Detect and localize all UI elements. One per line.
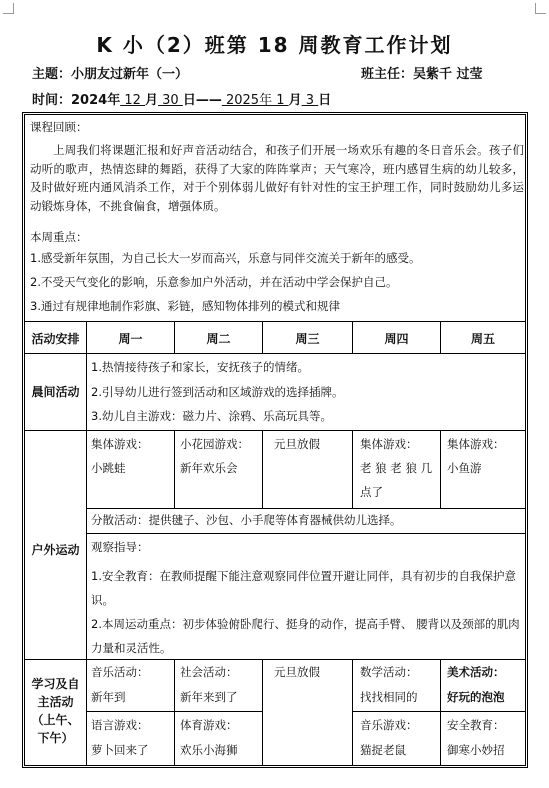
split-activity: 分散活动：提供毽子、沙包、小手爬等体育器械供幼儿选择。 xyxy=(91,513,402,527)
divider xyxy=(25,430,525,431)
study-monday-pm-name: 萝卜回来了 xyxy=(91,743,149,757)
study-thursday-type: 数学活动： xyxy=(360,665,418,679)
activity-arrangement-header: 活动安排 xyxy=(31,332,80,346)
divider xyxy=(262,659,263,765)
theme-value: 小朋友过新年（一） xyxy=(71,67,189,82)
study-label-line: 下午） xyxy=(37,731,74,745)
focus-item: 2.不受天气变化的影响，乐意参加户外活动，并在活动中学会保护自己。 xyxy=(30,275,398,289)
time-day-word: 日 xyxy=(318,93,332,108)
page-title: K 小（2）班第 18 周教育工作计划 xyxy=(96,33,453,57)
study-tuesday-name: 新年来到了 xyxy=(180,690,238,704)
crop-mark-top-left xyxy=(3,3,14,14)
study-thursday-name: 找找相同的 xyxy=(360,690,418,704)
study-friday-pm-type: 安全教育： xyxy=(447,718,505,732)
study-activity-label xyxy=(25,675,86,747)
study-wednesday-type: 元旦放假 xyxy=(274,665,320,679)
study-monday-name: 新年到 xyxy=(91,690,126,704)
observe-item: 2.本周运动重点：初步体验俯卧爬行、挺身的动作，提高手臂、 腰背以及颈部的肌肉力量和灵活性。 xyxy=(91,617,520,655)
outdoor-sports-label: 户外运动 xyxy=(31,543,80,557)
day-header-tuesday: 周二 xyxy=(206,332,231,346)
outdoor-game-thursday-type: 集体游戏： xyxy=(360,437,418,451)
time-end-month: 1 xyxy=(272,93,289,108)
outdoor-game-tuesday-type: 小花园游戏： xyxy=(180,437,249,451)
divider xyxy=(25,321,525,322)
time-start-month: 12 xyxy=(120,93,146,108)
study-label-line: （上午、 xyxy=(31,713,80,727)
divider xyxy=(440,430,441,508)
day-header-thursday: 周四 xyxy=(384,332,409,346)
time-start-day: 30 xyxy=(158,93,183,108)
study-label-line: 学习及自 xyxy=(31,677,80,691)
time-end-day: 3 xyxy=(301,93,319,108)
time-day-sep: 日—— xyxy=(182,93,222,108)
day-header-wednesday: 周三 xyxy=(295,332,320,346)
divider xyxy=(86,321,87,765)
teacher-value: 吴紫千 过莹 xyxy=(413,67,483,82)
divider xyxy=(352,659,353,765)
teacher-line xyxy=(361,63,483,82)
crop-mark-top-right xyxy=(535,3,546,14)
focus-item: 3.通过有规律地制作彩旗、彩链，感知物体排列的模式和规律 xyxy=(30,299,340,313)
time-end-year: 2025年 xyxy=(221,93,273,108)
divider xyxy=(352,430,353,508)
outdoor-game-tuesday-name: 新年欢乐会 xyxy=(180,461,238,475)
morning-item: 1.热情接待孩子和家长，安抚孩子的情绪。 xyxy=(91,360,309,374)
focus-item: 1.感受新年氛围，为自己长大一岁而高兴，乐意与同伴交流关于新年的感受。 xyxy=(30,251,421,265)
study-thursday-pm-type: 音乐游戏： xyxy=(360,718,418,732)
study-monday-pm-type: 语言游戏： xyxy=(91,718,149,732)
divider xyxy=(174,659,175,765)
morning-item: 2.引导幼儿进行签到活动和区域游戏的选择插牌。 xyxy=(91,385,344,399)
day-header-friday: 周五 xyxy=(470,332,495,346)
theme-label: 主题： xyxy=(32,67,72,82)
study-tuesday-pm-type: 体育游戏： xyxy=(180,718,238,732)
morning-activity-label: 晨间活动 xyxy=(31,385,80,399)
study-friday-name: 好玩的泡泡 xyxy=(447,690,505,704)
observe-item: 1.安全教育：在教师提醒下能注意观察同伴位置开避让同伴，具有初步的自我保护意识。 xyxy=(91,569,516,607)
theme-line xyxy=(32,63,188,82)
review-heading: 课程回顾： xyxy=(30,120,88,134)
study-tuesday-pm-name: 欢乐小海狮 xyxy=(180,743,238,757)
study-friday-type: 美术活动： xyxy=(447,665,505,679)
outdoor-game-thursday-name: 老 狼 老 狼 几 xyxy=(360,461,433,475)
day-header-monday: 周一 xyxy=(118,332,143,346)
teacher-label: 班主任： xyxy=(361,67,414,82)
outdoor-game-thursday-name-cont: 点了 xyxy=(360,485,383,499)
time-month-word-2: 月 xyxy=(288,93,302,108)
outdoor-game-wednesday-type: 元旦放假 xyxy=(274,437,320,451)
study-tuesday-type: 社会活动： xyxy=(180,665,238,679)
review-paragraph: 上周我们将课题汇报和好声音活动结合，和孩子们开展一场欢乐有趣的冬日音乐会。孩子们动听的歌声，热情恣肆的舞蹈，获得了大家的阵阵掌声；天气寒冷，班内感冒生病的幼儿较多，及时做好班内通风消杀工作，对于个别体弱儿做好有针对性的宝王护理工作，同时鼓励幼儿多运动锻炼身体，不挑食偏食，增强体质。 xyxy=(30,143,524,213)
study-label-line: 主活动 xyxy=(37,695,74,709)
time-start-year: 2024年 xyxy=(71,93,121,108)
divider xyxy=(86,508,525,509)
outdoor-game-monday-type: 集体游戏： xyxy=(91,437,149,451)
divider xyxy=(86,533,525,534)
study-friday-pm-name: 御寒小妙招 xyxy=(447,743,505,757)
divider xyxy=(174,430,175,508)
morning-item: 3.幼儿自主游戏：磁力片、涂鸦、乐高玩具等。 xyxy=(91,409,332,423)
divider xyxy=(440,659,441,765)
observe-heading: 观察指导： xyxy=(91,540,149,554)
time-line xyxy=(32,89,331,108)
study-thursday-pm-name: 猫捉老鼠 xyxy=(360,743,406,757)
outdoor-game-monday-name: 小跳蛙 xyxy=(91,461,126,475)
divider xyxy=(262,430,263,508)
study-monday-type: 音乐活动： xyxy=(91,665,149,679)
focus-heading: 本周重点： xyxy=(30,230,88,244)
outdoor-game-friday-name: 小鱼游 xyxy=(447,461,482,475)
divider xyxy=(352,711,525,712)
time-month-word: 月 xyxy=(145,93,159,108)
outdoor-game-friday-type: 集体游戏： xyxy=(447,437,505,451)
time-label: 时间： xyxy=(32,93,72,108)
divider xyxy=(25,353,525,354)
